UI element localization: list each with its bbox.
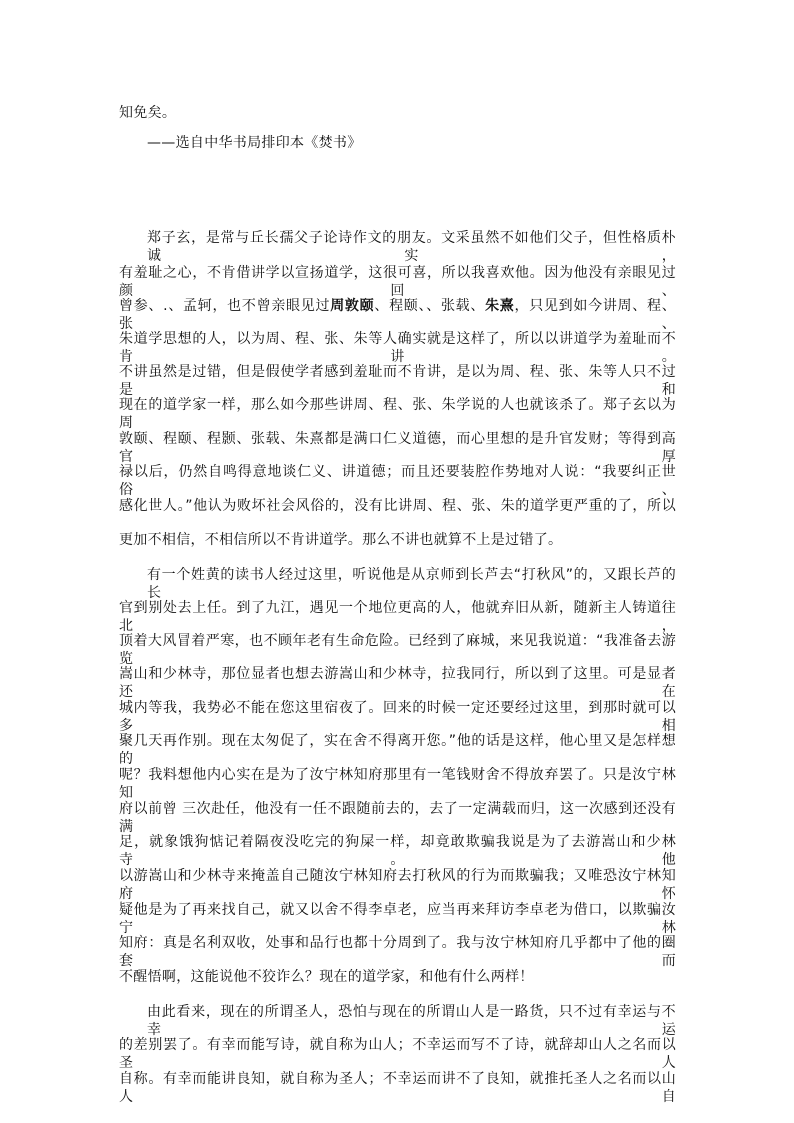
paragraph-1-line-5: 不讲虽然是过错，但是假使学者感到羞耻而不肯讲，是以为周、程、张、朱等人只不过是和: [119, 364, 676, 398]
paragraph-2-line-5: 城内等我，我势必不能在您这里宿夜了。回来的时候一定还要经过这里，到那时就可以多相: [119, 700, 676, 734]
paragraph-1-line-7: 敦颐、程颐、程颢、张载、朱熹都是满口仁义道德，而心里想的是升官发财；等得到高官厚: [119, 431, 676, 465]
paragraph-1-line-8: 禄以后，仍然自鸣得意地谈仁义、讲道德；而且还要装腔作势地对人说：“我要纠正世俗、: [119, 464, 676, 498]
paragraph-2-line-9: 足，就象饿狗惦记着隔夜没吃完的狗屎一样，却竟敢欺骗我说是为了去游嵩山和少林寺。他: [119, 834, 676, 868]
paragraph-2-line-4: 嵩山和少林寺，那位显者也想去游嵩山和少林寺，拉我同行，所以到了这里。可是显者还在: [119, 666, 676, 700]
paragraph-1-line-3: [119, 297, 676, 333]
paragraph-1-line-6: 现在的道学家一样，那么如今那些讲周、程、张、朱学说的人也就该杀了。郑子玄以为周: [119, 397, 676, 431]
paragraph-2-line-1: 有一个姓黄的读书人经过这里，听说他是从京师到长芦去“打秋风”的，又跟长芦的长: [147, 567, 676, 601]
intro-continuation: 知免矣。: [119, 105, 177, 121]
paragraph-1-line-1: 郑子玄，是常与丘长孺父子论诗作文的朋友。文采虽然不如他们父子，但性格质朴诚实，: [147, 230, 676, 264]
source-citation: ——选自中华书局排印本《焚书》: [147, 135, 362, 151]
paragraph-2-line-3: 顶着大风冒着严寒，也不顾年老有生命危险。已经到了麻城，来见我说道：“我准备去游览: [119, 633, 676, 667]
paragraph-2-line-11: 疑他是为了再来找自己，就又以舍不得李卓老，应当再来拜访李卓老为借口，以欺骗汝宁林: [119, 902, 676, 936]
paragraph-3-line-2: 的差别罢了。有幸而能写诗，就自称为山人；不幸运而写不了诗，就辞却山人之名而以圣人: [119, 1037, 676, 1071]
paragraph-2-line-8: 府以前曾 三次赴任，他没有一任不跟随前去的，去了一定满载而归，这一次感到还没有满: [119, 801, 676, 835]
paragraph-1-line-9: 感化世人。”他认为败坏社会风俗的，没有比讲周、程、张、朱的道学更严重的了，所以: [119, 498, 676, 514]
paragraph-1-line-3-mid: 、程颐、、张载、: [374, 298, 486, 314]
paragraph-1-line-3-head: 曾参、.、孟轲，也不曾亲眼见过: [119, 298, 331, 314]
paragraph-2-line-12: 知府：真是名利双收，处事和品行也都十分周到了。我与汝宁林知府几乎都中了他的圈套而: [119, 935, 676, 969]
paragraph-2-line-2: 官到别处去上任。到了九江，遇见一个地位更高的人，他就弃旧从新，随新主人铸道往北，: [119, 600, 676, 634]
paragraph-3-line-3: 自称。有幸而能讲良知，就自称为圣人；不幸运而讲不了良知，就推托圣人之名而以山人自: [119, 1071, 676, 1105]
highlight-zhu-xi: 朱熹: [485, 298, 515, 314]
paragraph-1-line-3-tail: ，只见到如今讲周、程、张、: [119, 298, 676, 332]
paragraph-1-line-10: 更加不相信，不相信所以不肯讲道学。那么不讲也就算不上是过错了。: [119, 532, 563, 548]
paragraph-2-line-10: 以游嵩山和少林寺来掩盖自己随汝宁林知府去打秋风的行为而欺骗我；又唯恐汝宁林知府怀: [119, 868, 676, 902]
paragraph-2-line-13: 不醒悟啊，这能说他不狡诈么？现在的道学家，和他有什么两样！: [119, 969, 534, 985]
paragraph-3-line-1: 由此看来，现在的所谓圣人，恐怕与现在的所谓山人是一路货，只不过有幸运与不幸运: [147, 1004, 676, 1038]
paragraph-2-line-7: 呢？我料想他内心实在是为了汝宁林知府那里有一笔钱财舍不得放弃罢了。只是汝宁林知: [119, 767, 676, 801]
paragraph-1-line-4: 朱道学思想的人，以为周、程、张、朱等人确实就是这样了，所以以讲道学为羞耻而不肯讲。: [119, 331, 676, 365]
highlight-zhou-dunyi: 周敦颐: [330, 298, 375, 314]
paragraph-1-line-2: 有羞耻之心，不肯借讲学以宣扬道学，这很可喜，所以我喜欢他。因为他没有亲眼见过颜回、: [119, 265, 676, 299]
paragraph-2-line-6: 聚几天再作别。现在太匆促了，实在舍不得离开您。”他的话是这样，他心里又是怎样想的: [119, 733, 676, 767]
